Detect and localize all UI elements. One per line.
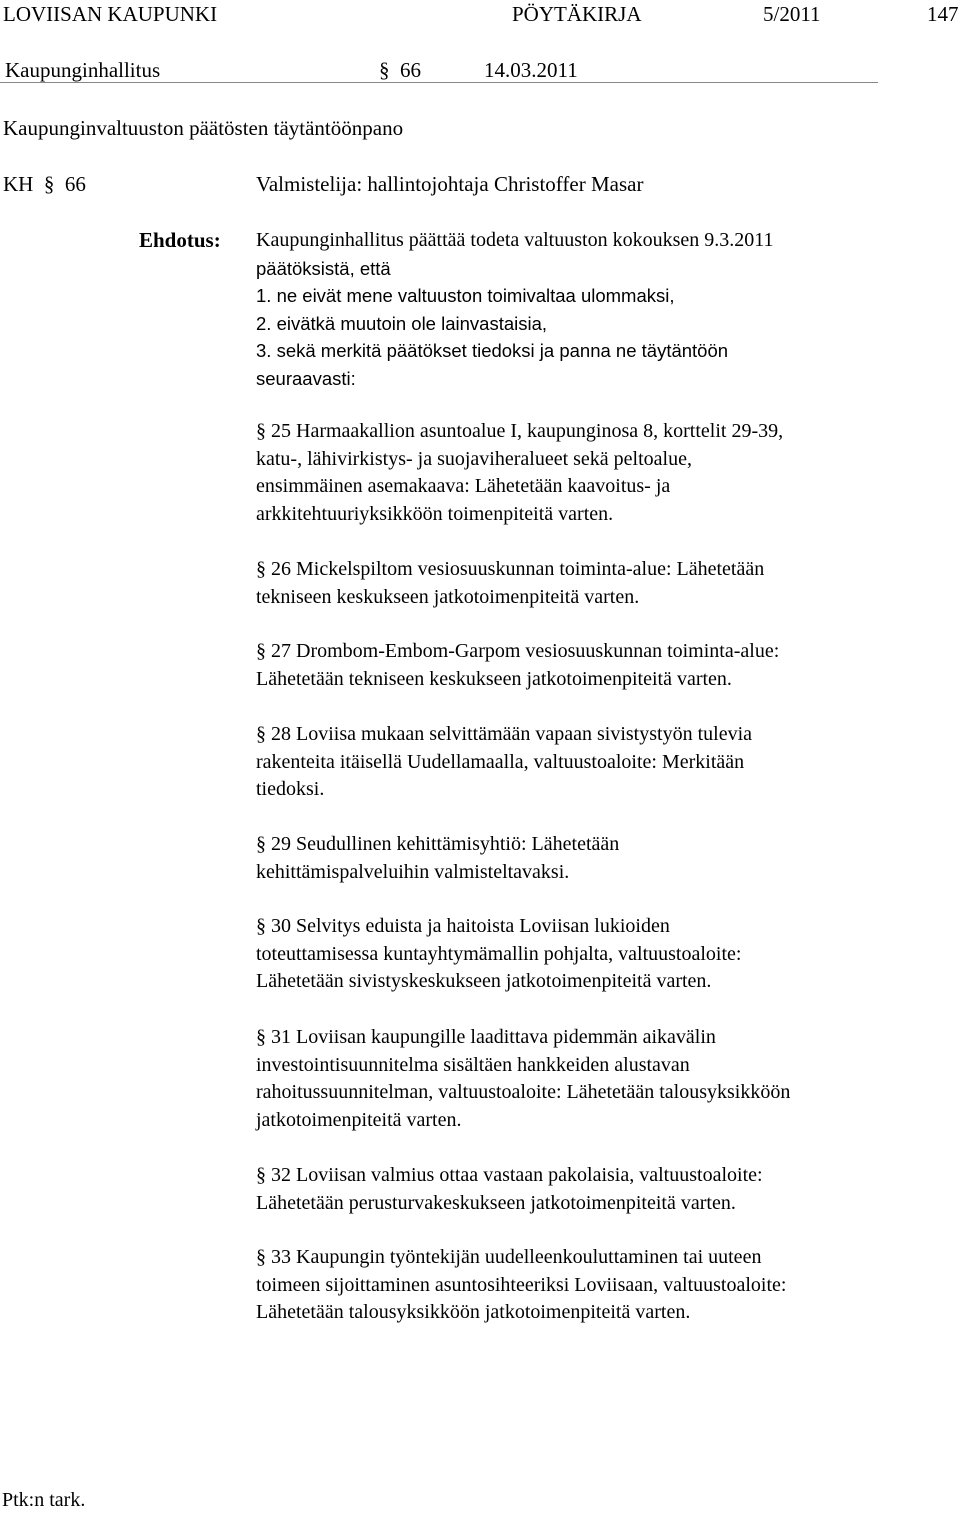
header-date: 14.03.2011	[484, 58, 578, 82]
kh-number: 66	[64, 172, 86, 196]
item-line: kehittämispalveluihin valmisteltavaksi.	[256, 860, 570, 883]
item-line: § 25 Harmaakallion asuntoalue I, kaupunginosa 8, korttelit 29-39,	[256, 420, 784, 442]
decision-item-30	[256, 913, 896, 996]
decision-item-33	[256, 1244, 896, 1327]
item-line: § 27 Drombom-Embom-Garpom vesiosuuskunnan toiminta-alue:	[256, 640, 780, 662]
kh-section-sign: §	[43, 172, 55, 196]
item-line: § 28 Loviisa mukaan selvittämään vapaan sivistystyön tulevia	[256, 723, 753, 745]
header-doc-type: PÖYTÄKIRJA	[512, 2, 642, 26]
decision-item-29	[256, 831, 896, 886]
header-section: 66	[400, 58, 421, 82]
minutes-checked-label: Ptk:n tark.	[2, 1489, 86, 1511]
proposal-line: Kaupunginhallitus päättää todeta valtuuston kokouksen 9.3.2011	[256, 229, 774, 251]
item-line: toimeen sijoittaminen asuntosihteeriksi Loviisaan, valtuustoaloite:	[256, 1273, 787, 1296]
item-line: Lähetetään talousyksikköön jatkotoimenpiteitä varten.	[256, 1301, 691, 1323]
proposal-line: 2. eivätkä muutoin ole lainvastaisia,	[256, 312, 548, 334]
item-line: § 31 Loviisan kaupungille laadittava pidemmän aikavälin	[256, 1026, 716, 1048]
decision-item-26	[256, 556, 896, 611]
header-divider	[0, 82, 878, 83]
header-issue: 5/2011	[763, 2, 821, 26]
item-line: rahoitussuunnitelman, valtuustoaloite: Lähetetään talousyksikköön	[256, 1081, 791, 1103]
decision-item-27	[256, 638, 896, 693]
decision-item-28	[256, 721, 896, 804]
item-line: arkkitehtuuriyksikköön toimenpiteitä varten.	[256, 502, 614, 525]
proposal-line: 1. ne eivät mene valtuuston toimivaltaa ulommaksi,	[256, 285, 675, 306]
item-line: rakenteita itäisellä Uudellamaalla, valtuustoaloite: Merkitään	[256, 750, 745, 773]
item-line: tekniseen keskukseen jatkotoimenpiteitä varten.	[256, 585, 640, 608]
item-line: § 29 Seudullinen kehittämisyhtiö: Lähetetään	[256, 833, 620, 855]
proposal-line: seuraavasti:	[256, 367, 356, 389]
item-line: Lähetetään tekniseen keskukseen jatkotoimenpiteitä varten.	[256, 667, 732, 690]
item-line: Lähetetään perusturvakeskukseen jatkotoimenpiteitä varten.	[256, 1191, 736, 1214]
item-line: § 33 Kaupungin työntekijän uudelleenkouluttaminen tai uuteen	[256, 1246, 762, 1268]
item-line: Lähetetään sivistyskeskukseen jatkotoimenpiteitä varten.	[256, 970, 712, 992]
item-line: tiedoksi.	[256, 778, 325, 800]
preparer: Valmistelija: hallintojohtaja Christoffer Masar	[256, 172, 644, 196]
proposal-text	[256, 227, 896, 392]
header-page-number: 147	[927, 2, 959, 26]
item-line: § 26 Mickelspiltom vesiosuuskunnan toiminta-alue: Lähetetään	[256, 558, 765, 580]
proposal-label: Ehdotus:	[139, 228, 221, 252]
item-line: jatkotoimenpiteitä varten.	[256, 1108, 462, 1131]
decision-item-32	[256, 1162, 896, 1217]
header-org: LOVIISAN KAUPUNKI	[3, 2, 218, 26]
page-title: Kaupunginvaltuuston päätösten täytäntöönpano	[3, 116, 404, 140]
item-line: ensimmäinen asemakaava: Lähetetään kaavoitus- ja	[256, 475, 671, 497]
kh-label	[3, 172, 86, 197]
proposal-line: päätöksistä, että	[256, 257, 391, 279]
item-line: investointisuunnitelma sisältäen hankkeiden alustavan	[256, 1053, 690, 1076]
proposal-line: 3. sekä merkitä päätökset tiedoksi ja panna ne täytäntöön	[256, 340, 729, 361]
item-line: § 30 Selvitys eduista ja haitoista Loviisan lukioiden	[256, 915, 670, 937]
header-body: Kaupunginhallitus	[5, 58, 161, 82]
item-line: § 32 Loviisan valmius ottaa vastaan pakolaisia, valtuustoaloite:	[256, 1164, 763, 1186]
kh-label-text: KH	[3, 172, 34, 196]
item-line: toteuttamisessa kuntayhtymämallin pohjalta, valtuustoaloite:	[256, 942, 742, 965]
item-line: katu-, lähivirkistys- ja suojaviheralueet sekä peltoalue,	[256, 447, 692, 470]
decision-item-25	[256, 418, 896, 528]
header-section-sign: §	[379, 58, 390, 82]
decision-item-31	[256, 1024, 896, 1134]
